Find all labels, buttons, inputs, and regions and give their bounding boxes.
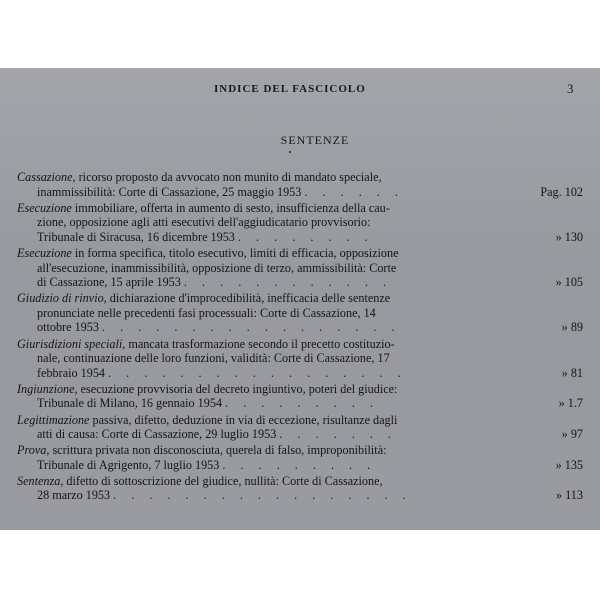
entry-term: Prova, [17, 443, 50, 458]
entry-text: Tribunale di Milano, 16 gennaio 1954 [37, 396, 223, 411]
entry-text: 28 marzo 1953 [37, 488, 111, 503]
entry-text: all'esecuzione, inammissibilità, opposizione di terzo, ammissibilità: Corte [37, 260, 397, 275]
entry-text: Tribunale di Agrigento, 7 luglio 1953 [37, 457, 220, 472]
index-entry [17, 474, 583, 503]
page-reference: » 1.7 [558, 396, 583, 411]
entry-term: Giudizio di rinvio, [17, 291, 107, 306]
leader-dots: . . . . . . . . . . . . [183, 275, 392, 290]
index-entry [17, 413, 583, 442]
entry-text: difetto di sottoscrizione del giudice, nullità: Corte di Cassazione, [63, 473, 383, 488]
section-title: SENTENZE [280, 133, 350, 147]
entry-term: Sentenza, [17, 473, 64, 488]
page-reference: Pag. 102 [540, 184, 583, 199]
page-number: 3 [567, 81, 574, 96]
entry-text: dichiarazione d'improcedibilità, inefficacia delle sentenze [106, 291, 391, 306]
leader-dots: . . . . . . . . . [222, 457, 377, 472]
leader-dots: . . . . . . [304, 184, 404, 199]
entry-term: Esecuzione [17, 245, 72, 260]
index-entry [17, 201, 583, 245]
page-title: INDICE DEL FASCICOLO [214, 83, 366, 95]
entry-text: scrittura privata non disconosciuta, querela di falso, improponibilità: [49, 443, 387, 458]
page-reference: » 130 [555, 229, 583, 244]
index-entry [17, 246, 583, 290]
page-reference: » 113 [556, 488, 583, 503]
page-reference: » 97 [561, 427, 583, 442]
section-ornament [289, 151, 291, 153]
index-list [17, 170, 583, 505]
entry-text: ottobre 1953 [37, 320, 99, 335]
entry-text: passiva, difetto, deduzione in via di eccezione, risultanze dagli [89, 412, 398, 427]
entry-text: ricorso proposto da avvocato non munito di mandato speciale, [75, 170, 382, 184]
page-reference: » 81 [561, 365, 583, 380]
entry-text: in forma specifica, titolo esecutivo, limiti di efficacia, opposizione [71, 245, 399, 260]
page-reference: » 105 [555, 275, 583, 290]
index-entry [17, 382, 583, 411]
leader-dots: . . . . . . . . . . . . . . . . . [108, 365, 407, 380]
index-entry [17, 291, 583, 335]
entry-text: inammissibilità: Corte di Cassazione, 25 maggio 1953 [37, 184, 302, 199]
entry-text: pronunciate nelle precedenti fasi processuali: Corte di Cassazione, 14 [37, 305, 376, 320]
entry-text: immobiliare, offerta in aumento di sesto, insufficienza della cau- [71, 200, 390, 215]
leader-dots: . . . . . . . . . . . . . . . . . [102, 320, 401, 335]
leader-dots: . . . . . . . [279, 427, 397, 442]
page-reference: » 89 [561, 320, 583, 335]
entry-text: febbraio 1954 [37, 365, 106, 380]
entry-term: Esecuzione [17, 200, 72, 215]
page-header [0, 83, 600, 101]
entry-text: zione, opposizione agli atti esecutivi dell'aggiudicatario provvisorio: [37, 215, 371, 230]
entry-text: esecuzione provvisoria del decreto ingiuntivo, poteri del giudice: [77, 381, 398, 396]
entry-text: atti di causa: Corte di Cassazione, 29 luglio 1953 [37, 427, 277, 442]
index-entry [17, 170, 583, 199]
entry-text: di Cassazione, 15 aprile 1953 [37, 275, 181, 290]
index-entry [17, 443, 583, 472]
entry-text: mancata trasformazione secondo il precetto costituzio- [125, 336, 395, 351]
entry-term: Legittimazione [17, 412, 90, 427]
leader-dots: . . . . . . . . . [225, 396, 379, 411]
entry-term: Cassazione, [17, 170, 76, 184]
index-entry [17, 337, 583, 381]
entry-text: nale, continuazione delle loro funzioni, validità: Corte di Cassazione, 17 [37, 351, 390, 366]
entry-term: Ingiunzione, [17, 381, 78, 396]
page-reference: » 135 [555, 457, 583, 472]
leader-dots: . . . . . . . . [237, 229, 374, 244]
entry-term: Giurisdizioni speciali, [17, 336, 126, 351]
leader-dots: . . . . . . . . . . . . . . . . . [113, 488, 412, 503]
entry-text: Tribunale di Siracusa, 16 dicembre 1953 [37, 229, 235, 244]
